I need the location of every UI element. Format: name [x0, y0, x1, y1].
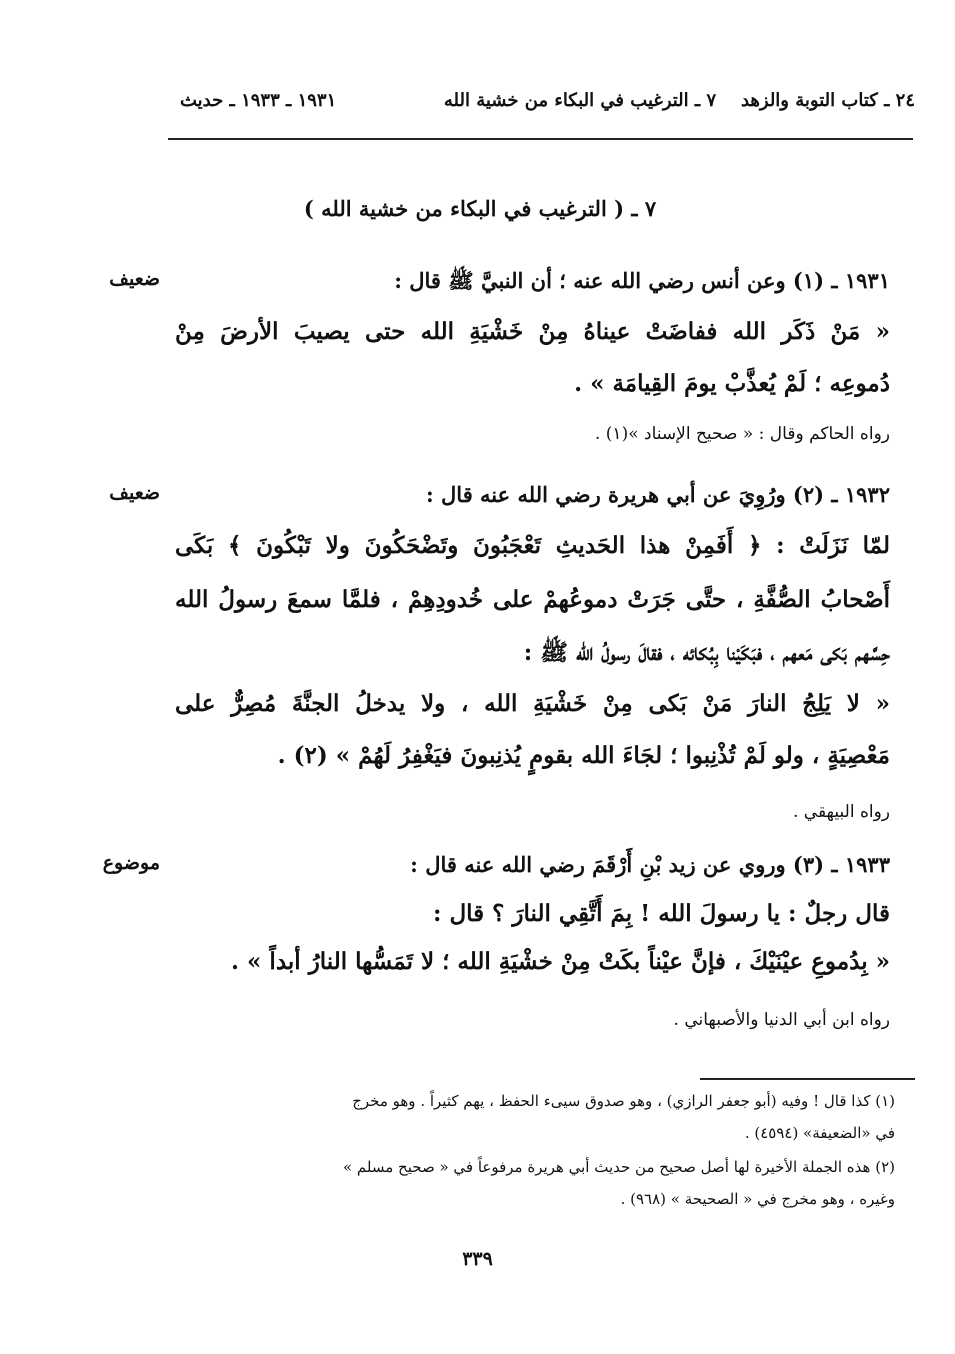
hadith-source: رواه ابن أبي الدنيا والأصبهاني . — [673, 1010, 890, 1030]
grade-label: ضعيف — [109, 482, 160, 504]
header-book: ٢٤ ـ كتاب التوبة والزهد — [740, 90, 915, 111]
hadith-text-line: « بِدُموعِ عيْنَيْكَ ، فإنَّ عيْناً بكَتْ مِنْ خشْيَةِ الله ؛ لا تَمَسُّها النارُ أبداً » . — [231, 948, 890, 975]
chapter-title: ٧ ـ ( الترغيب في البكاء من خشية الله ) — [303, 196, 657, 221]
hadith-text-line: « لا يَلِجُ النارَ مَنْ بَكى مِنْ خَشْيَةِ الله ، ولا يدخلُ الجنَّةَ مُصِرٌّ على — [175, 690, 890, 717]
hadith-text-line: دُموعِه ؛ لَمْ يُعذَّبْ يومَ القِيامَة » . — [574, 370, 890, 397]
header-chapter: ٧ ـ الترغيب في البكاء من خشية الله — [443, 90, 717, 111]
page-number: ٣٣٩ — [462, 1248, 493, 1270]
hadith-intro: ١٩٣٢ ـ (٢) ورُوِيَ عن أبي هريرة رضي الله عنه قال : — [425, 482, 890, 507]
hadith-intro: ١٩٣٣ ـ (٣) وروي عن زيد بْنِ أَرْقَمَ رضي الله عنه قال : — [410, 852, 890, 877]
hadith-source: رواه الحاكم وقال : « صحيح الإسناد »(١) . — [594, 424, 890, 444]
footnote-rule — [700, 1078, 915, 1080]
hadith-text-line: لمّا نَزَلَتْ : ﴿ أَفَمِنْ هذا الحَديثِ تَعْجَبُونَ وتَضْحَكُونَ ولا تَبْكُونَ ﴾ بَكَى — [175, 532, 890, 559]
hadith-text-line: أَصْحابُ الصُّفَّةِ ، حتَّى جَرَتْ دموعُهمْ على خُدودِهِمْ ، فلمَّا سمعَ رسولُ الله — [175, 586, 890, 613]
hadith-text-line: مَعْصِيَةٍ ، ولو لَمْ تُذْنِبوا ؛ لجَاءَ الله بقومٍ يُذنِبونَ فيَغْفِرُ لَهُمْ » (٢) . — [277, 742, 890, 769]
footnote-line: في «الضعيفة» (٤٥٩٤) . — [744, 1124, 895, 1142]
grade-label: موضوع — [102, 852, 160, 874]
footnote-line: (١) كذا قال ! وفيه (أبو جعفر الرازي) ، وهو صدوق سيىء الحفظ ، يهم كثيراً . وهو مخرج — [352, 1092, 895, 1110]
hadith-source: رواه البيهقي . — [792, 802, 890, 822]
footnote-line: وغيره ، وهو مخرج في « الصحيحة » (٩٦٨) . — [620, 1190, 895, 1208]
hadith-text-line: حِسَّهم بَكى مَعهم ، فبَكَيْنا بِبُكائه ، فقالَ رسولُ الله ﷺ : — [523, 639, 890, 666]
hadith-text-line: « مَنْ ذَكَر الله ففاضَتْ عيناهُ مِنْ خَشْيَةِ الله حتى يصيبَ الأرضَ مِنْ — [175, 318, 890, 345]
header-range: ١٩٣١ ـ ١٩٣٣ ـ حديث — [180, 90, 337, 111]
hadith-text-line: قال رجلٌ : يا رسولَ الله ! بِمَ أَتَّقِي النارَ ؟ قال : — [432, 900, 890, 927]
header-rule — [168, 138, 913, 140]
footnote-line: (٢) هذه الجملة الأخيرة لها أصل صحيح من حديث أبي هريرة مرفوعاً في « صحيح مسلم » — [342, 1158, 895, 1176]
grade-label: ضعيف — [109, 268, 160, 290]
running-header — [170, 90, 915, 124]
hadith-intro: ١٩٣١ ـ (١) وعن أنس رضي الله عنه ؛ أن النبيَّ ﷺ قال : — [394, 268, 890, 293]
